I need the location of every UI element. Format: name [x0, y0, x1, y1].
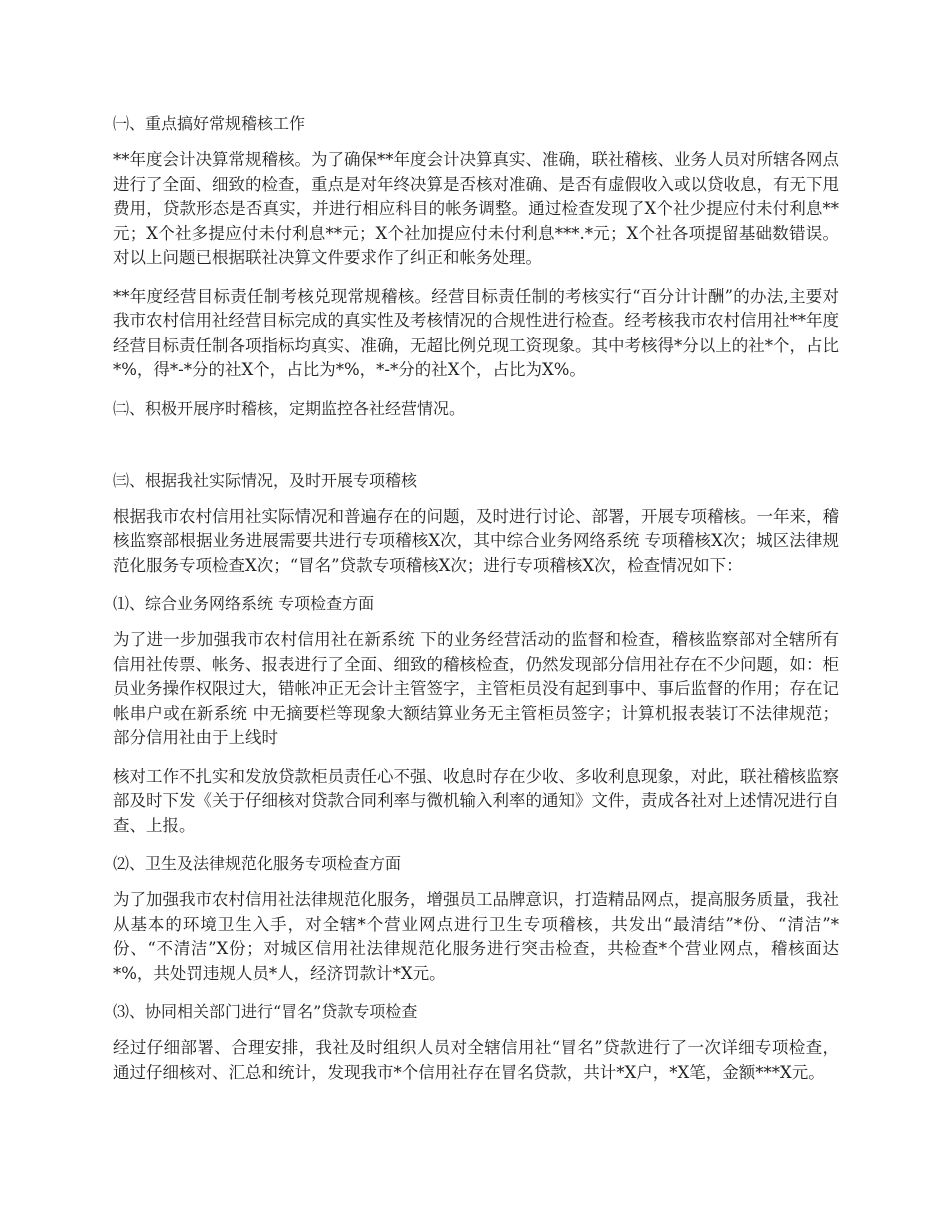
paragraph-target-assessment: **年度经营目标责任制考核兑现常规稽核。经营目标责任制的考核实行“百分计计酬”的办法,主要对我市农村信用社经营目标完成的真实性及考核情况的合规性进行检查。经考核我市农村信用社**年度经营目标责任制各项指标均真实、准确，无超比例兑现工资现象。其中考核得*分以上的社*个，占比*%，得*-*分的社X个，占比为*%，*-*分的社X个，占比为X%。 [113, 286, 839, 379]
section-heading-2: ㈡、积极开展序时稽核，定期监控各社经营情况。 [113, 398, 466, 418]
paragraph-hygiene-service: 为了加强我市农村信用社法律规范化服务，增强员工品牌意识，打造精品网点，提高服务质量，我社从基本的环境卫生入手，对全辖*个营业网点进行卫生专项稽核，共发出“最清结”*份、“清洁”*份、“不清洁”X份；对城区信用社法律规范化服务进行突击检查，共检查*个营业网点，稽核面达*%，共处罚违规人员*人，经济罚款计*X元。 [113, 890, 839, 983]
subheading-impersonation-loans: ⑶、协同相关部门进行“冒名”贷款专项检查 [113, 1002, 418, 1021]
paragraph-annual-audit: **年度会计决算常规稽核。为了确保**年度会计决算真实、准确，联社稽核、业务人员对所辖各网点进行了全面、细致的检查，重点是对年终决算是否核对准确、是否有虚假收入或以贷收息，有无下甩费用，贷款形态是否真实，并进行相应科目的帐务调整。通过检查发现了X个社少提应付未付利息**元；X个社多提应付未付利息**元；X个社加提应付未付利息***.*元；X个社各项提留基础数错误。对以上问题已根据联社决算文件要求作了纠正和帐务处理。 [113, 150, 839, 267]
section-heading-3: ㈢、根据我社实际情况，及时开展专项稽核 [113, 470, 418, 490]
subheading-hygiene-service: ⑵、卫生及法律规范化服务专项检查方面 [113, 854, 402, 873]
subheading-network-system: ⑴、综合业务网络系统 专项检查方面 [113, 594, 375, 613]
document-page [113, 112, 839, 1099]
section-heading-1: ㈠、重点搞好常规稽核工作 [113, 114, 306, 133]
paragraph-impersonation-loans: 经过仔细部署、合理安排，我社及时组织人员对全辖信用社“冒名”贷款进行了一次详细专项检查，通过仔细核对、汇总和统计，发现我市*个信用社存在冒名贷款，共计*X户，*X笔，金额***X元。 [113, 1038, 839, 1082]
paragraph-special-audit: 根据我市农村信用社实际情况和普遍存在的问题，及时进行讨论、部署，开展专项稽核。一年来，稽核监察部根据业务进展需要共进行专项稽核X次，其中综合业务网络系统 专项稽核X次；城区法律规范化服务专项检查X次；“冒名”贷款专项稽核X次；进行专项稽核X次，检查情况如下： [113, 506, 839, 575]
paragraph-network-system: 为了进一步加强我市农村信用社在新系统 下的业务经营活动的监督和检查，稽核监察部对全辖所有信用社传票、帐务、报表进行了全面、细致的稽核检查，仍然发现部分信用社存在不少问题，如：柜员业务操作权限过大，错帐冲正无会计主管签字，主管柜员没有起到事中、事后监督的作用；存在记帐串户或在新系统 中无摘要栏等现象大额结算业务无主管柜员签字；计算机报表装订不法律规范；部分信用社由于上线时 [113, 630, 839, 747]
blank-space [113, 433, 839, 469]
paragraph-interest-check: 核对工作不扎实和发放贷款柜员责任心不强、收息时存在少收、多收利息现象，对此，联社稽核监察部及时下发《关于仔细核对贷款合同利率与微机输入利率的通知》文件，责成各社对上述情况进行自查、上报。 [113, 766, 839, 835]
